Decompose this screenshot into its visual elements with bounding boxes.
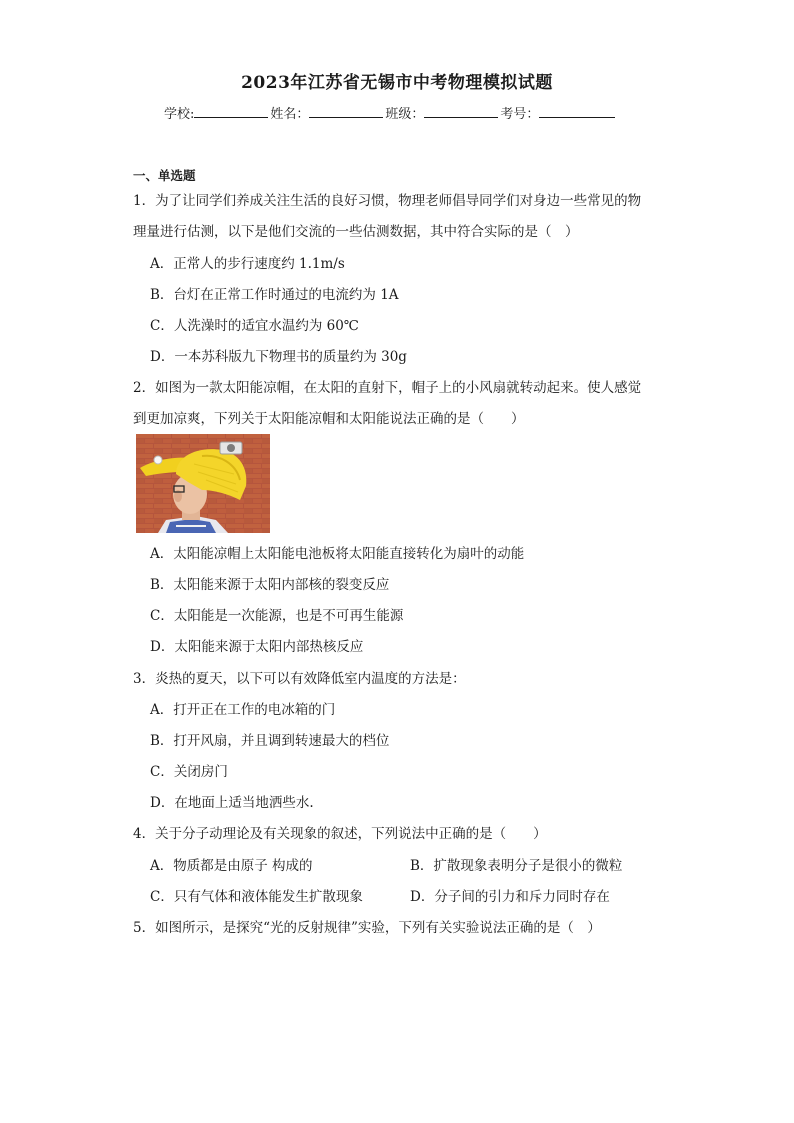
question-2-option-a: A．太阳能凉帽上太阳能电池板将太阳能直接转化为扇叶的动能	[150, 546, 525, 562]
question-3-option-d: D．在地面上适当地洒些水.	[150, 795, 314, 811]
question-4-option-d: D．分子间的引力和斥力同时存在	[410, 889, 610, 905]
question-1-option-b: B．台灯在正常工作时通过的电流约为 1A	[150, 287, 399, 303]
question-2-option-c: C．太阳能是一次能源，也是不可再生能源	[150, 608, 404, 624]
class-label: 班级：	[385, 107, 425, 122]
exam-no-blank	[539, 104, 615, 118]
page-title: 2023年江苏省无锡市中考物理模拟试题	[241, 73, 553, 93]
question-3-option-a: A．打开正在工作的电冰箱的门	[150, 702, 336, 718]
question-2-option-b: B．太阳能来源于太阳内部核的裂变反应	[150, 577, 390, 593]
exam-no-label: 考号：	[500, 107, 540, 122]
section-title: 一、单选题	[133, 168, 196, 183]
solar-hat-photo	[136, 434, 270, 533]
question-1-option-c: C．人洗澡时的适宜水温约为 60℃	[150, 318, 359, 334]
class-blank	[424, 104, 498, 118]
question-3-text: 3．炎热的夏天，以下可以有效降低室内温度的方法是：	[133, 671, 466, 687]
question-5-text: 5．如图所示，是探究“光的反射规律”实验，下列有关实验说法正确的是（ ）	[133, 920, 601, 936]
question-1-option-a: A．正常人的步行速度约 1.1m/s	[150, 256, 345, 272]
question-2-option-d: D．太阳能来源于太阳内部热核反应	[150, 639, 364, 655]
name-label: 姓名：	[270, 107, 310, 122]
question-1-text-line-1: 1．为了让同学们养成关注生活的良好习惯，物理老师倡导同学们对身边一些常见的物	[133, 193, 642, 209]
question-4-option-c: C．只有气体和液体能发生扩散现象	[150, 889, 363, 905]
question-4-text: 4．关于分子动理论及有关现象的叙述，下列说法中正确的是（ ）	[133, 826, 547, 842]
question-4-option-b: B．扩散现象表明分子是很小的微粒	[410, 858, 623, 874]
question-2-text-line-2: 到更加凉爽，下列关于太阳能凉帽和太阳能说法正确的是（ ）	[133, 411, 525, 427]
question-3-option-b: B．打开风扇，并且调到转速最大的档位	[150, 733, 390, 749]
question-3-option-c: C．关闭房门	[150, 764, 228, 780]
question-1-option-d: D．一本苏科版九下物理书的质量约为 30g	[150, 349, 407, 365]
name-blank	[309, 104, 383, 118]
question-4-option-a: A．物质都是由原子 构成的	[150, 858, 313, 874]
question-1-text-line-2: 理量进行估测，以下是他们交流的一些估测数据，其中符合实际的是（ ）	[133, 224, 579, 240]
student-info-line	[164, 103, 617, 122]
school-blank	[194, 104, 268, 118]
question-2-text-line-1: 2．如图为一款太阳能凉帽，在太阳的直射下，帽子上的小风扇就转动起来。使人感觉	[133, 380, 642, 396]
school-label: 学校:	[164, 107, 195, 122]
